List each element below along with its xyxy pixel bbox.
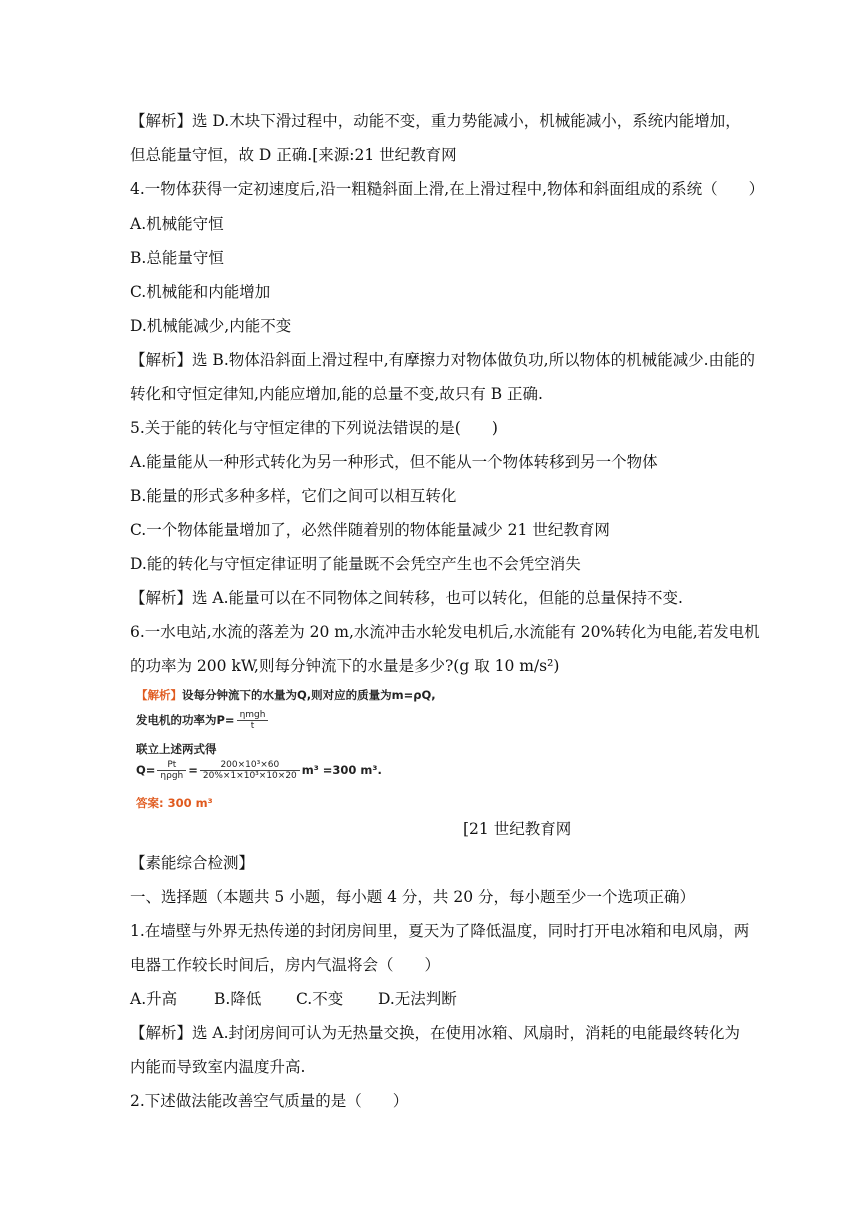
solution-line: Q= $\frac{Pt}{\text{ηρgh}}$ = $\frac{\text{200×10³×60}}{\text{20\%×1×10³×10×20}}$ m³ =300 m³. bbox=[136, 760, 382, 781]
option-b: B.总能量守恒 bbox=[130, 249, 224, 267]
solution-line: 联立上述两式得 bbox=[136, 742, 217, 756]
analysis-line: 【解析】选 A.封闭房间可认为无热量交换，在使用冰箱、风扇时，消耗的电能最终转化为 bbox=[130, 1024, 741, 1042]
question-5: 5.关于能的转化与守恒定律的下列说法错误的是( ) bbox=[130, 419, 498, 437]
option-a: A.机械能守恒 bbox=[130, 215, 224, 233]
solution-line: 发电机的功率为P= $\frac{\text{ηmgh}}{t}$ bbox=[136, 710, 270, 731]
text-line: 但总能量守恒，故 D 正确.[来源:21 世纪教育网 bbox=[130, 146, 457, 164]
option-c: C.一个物体能量增加了，必然伴随着别的物体能量减少 21 世纪教育网 bbox=[130, 521, 610, 539]
section-instructions: 一、选择题（本题共 5 小题，每小题 4 分，共 20 分，每小题至少一个选项正确） bbox=[130, 888, 696, 906]
fraction: $\frac{\text{200×10³×60}}{\text{20\%×1×10³×10×20}}$ bbox=[200, 760, 300, 781]
solution-line: 【解析】设每分钟流下的水量为Q,则对应的质量为m=ρQ, bbox=[136, 688, 436, 702]
question-2: 2.下述做法能改善空气质量的是（ ） bbox=[130, 1092, 409, 1110]
question-1: 1.在墙壁与外界无热传递的封闭房间里，夏天为了降低温度，同时打开电冰箱和电风扇，两 bbox=[130, 922, 750, 940]
fraction: $\frac{Pt}{\text{ηρgh}}$ bbox=[157, 760, 186, 781]
choice-c: C.不变 bbox=[296, 990, 344, 1008]
option-b: B.能量的形式多种多样，它们之间可以相互转化 bbox=[130, 487, 457, 505]
analysis-line: 内能而导致室内温度升高. bbox=[130, 1058, 306, 1076]
option-a: A.能量能从一种形式转化为另一种形式，但不能从一个物体转移到另一个物体 bbox=[130, 453, 658, 471]
answer-line: 答案: 300 m³ bbox=[136, 796, 213, 810]
choice-a: A.升高 bbox=[130, 990, 178, 1008]
question-1-cont: 电器工作较长时间后，房内气温将会（ ） bbox=[130, 956, 441, 974]
question-4: 4.一物体获得一定初速度后,沿一粗糙斜面上滑,在上滑过程中,物体和斜面组成的系统（ ） bbox=[130, 180, 765, 198]
analysis-line: 【解析】选 A.能量可以在不同物体之间转移，也可以转化，但能的总量保持不变. bbox=[130, 589, 683, 607]
analysis-line: 【解析】选 B.物体沿斜面上滑过程中,有摩擦力对物体做负功,所以物体的机械能减少.由能的 bbox=[130, 351, 756, 369]
section-heading: 【素能综合检测】 bbox=[130, 854, 255, 872]
fraction: $\frac{\text{ηmgh}}{t}$ bbox=[237, 710, 269, 731]
solution-image bbox=[130, 683, 490, 818]
text-line: 【解析】选 D.木块下滑过程中，动能不变，重力势能减小，机械能减小，系统内能增加， bbox=[130, 112, 741, 130]
choice-d: D.无法判断 bbox=[378, 990, 457, 1008]
option-d: D.机械能减少,内能不变 bbox=[130, 317, 292, 335]
option-d: D.能的转化与守恒定律证明了能量既不会凭空产生也不会凭空消失 bbox=[130, 555, 581, 573]
question-6-cont: 的功率为 200 kW,则每分钟流下的水量是多少?(g 取 10 m/s²) bbox=[130, 657, 560, 675]
analysis-line: 转化和守恒定律知,内能应增加,能的总量不变,故只有 B 正确. bbox=[130, 385, 543, 403]
analysis-tag: 【解析】 bbox=[136, 688, 182, 702]
choice-b: B.降低 bbox=[214, 990, 262, 1008]
choices-row bbox=[130, 988, 457, 1010]
source-note: [21 世纪教育网 bbox=[463, 820, 572, 838]
option-c: C.机械能和内能增加 bbox=[130, 283, 271, 301]
question-6: 6.一水电站,水流的落差为 20 m,水流冲击水轮发电机后,水流能有 20%转化为电能,若发电机 bbox=[130, 623, 760, 641]
